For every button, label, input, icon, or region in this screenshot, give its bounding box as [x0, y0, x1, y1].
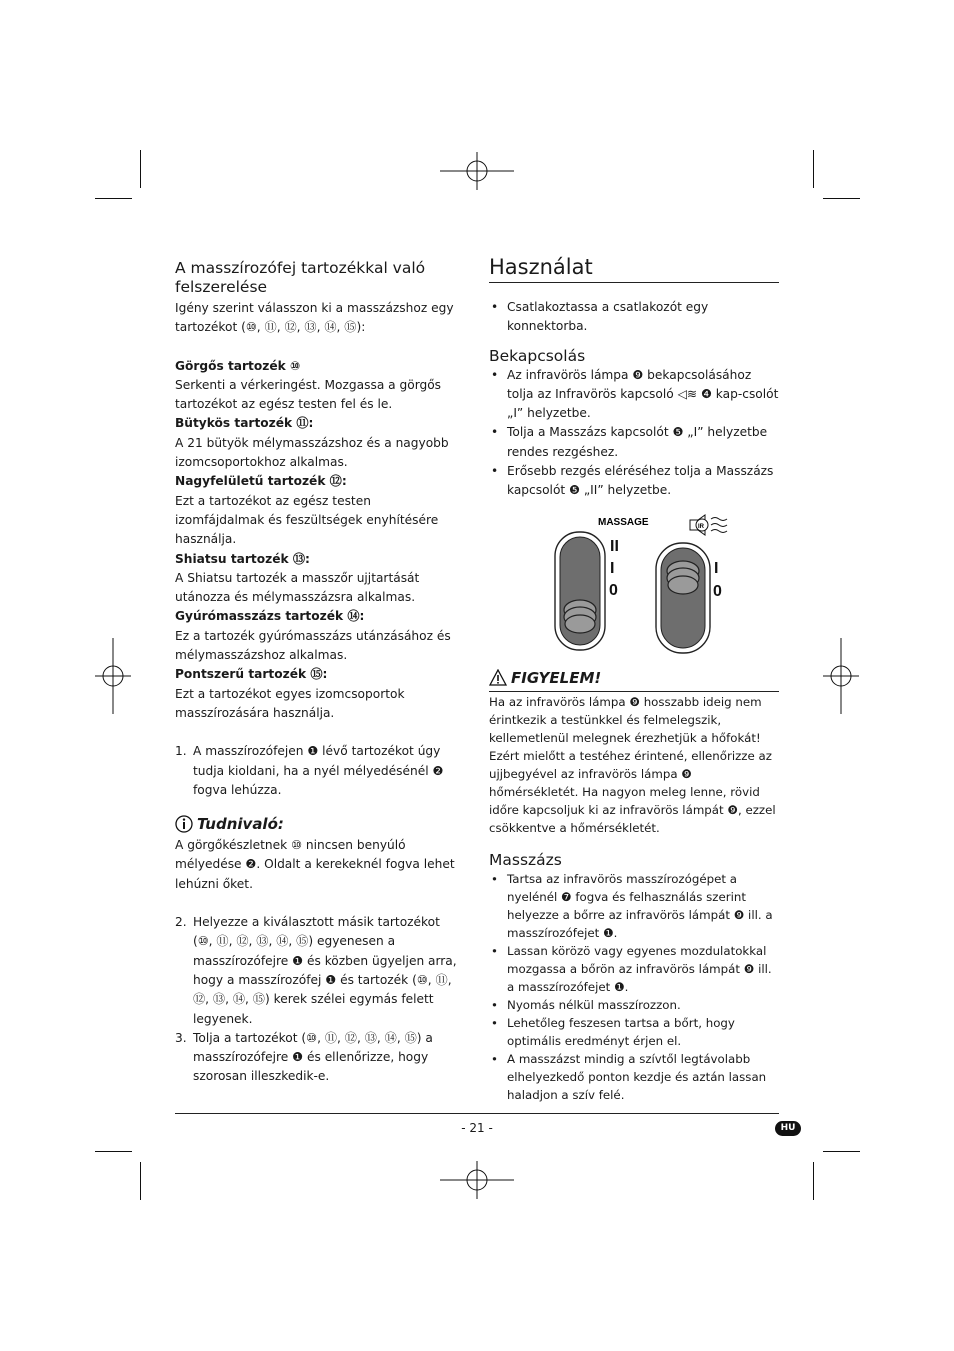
step-2: 2. Helyezze a kiválasztott másik tartozékot (⑩, ⑪, ⑫, ⑬, ⑭, ⑮) egyenesen a masszírozófejre ❶ és közben ügyeljen arra, hogy a masszírozófej ❶ és tartozék (⑩, ⑪, ⑫, ⑬, ⑭, ⑮) kerek szélei egymás felett legyenek.: [175, 913, 460, 1029]
list-item: • Tartsa az infravörös masszírozógépet a nyelénél ❼ fogva és felhasználás szerint helyezze a bőrre az infravörös lámpát ❾ ill. a masszírozófejet ❶.: [491, 871, 773, 940]
accessory-description: A 21 bütyök mélymasszázshoz és a nagyobb izomcsoportokhoz alkalmas.: [175, 435, 449, 470]
accessory-description: Ezt a tartozékot az egész testen izomfájdalmak és feszültségek enyhítésére használja.: [175, 493, 439, 547]
section-heading-masszazs: Masszázs: [489, 850, 562, 869]
svg-text:I: I: [610, 559, 615, 577]
accessory-description: Ezt a tartozékot egyes izomcsoportok masszírozására használja.: [175, 686, 405, 720]
warning-icon: [489, 669, 507, 686]
step-3-text: Tolja a tartozékot (⑩, ⑪, ⑫, ⑬, ⑭, ⑮) a masszírozófejre ❶ és ellenőrizze, hogy szorosan illeszkedik-e.: [193, 1030, 433, 1084]
left-column: [175, 259, 460, 1087]
warning-rule: [489, 691, 779, 692]
section-heading-bekapcsolas: Bekapcsolás: [489, 346, 586, 365]
accessory-description: Serkenti a vérkeringést. Mozgassa a görgős tartozékot az egész testen fel és le.: [175, 377, 442, 412]
accessory-list: [175, 357, 460, 724]
note-text: A görgőkészletnek ⑩ nincsen benyúló mélyedése ❷. Oldalt a kerekeknél fogva lehet lehúzni őket.: [175, 838, 455, 891]
info-icon: [175, 815, 193, 833]
warning-heading: [489, 667, 779, 689]
list-item: • Lehetőleg feszesen tartsa a bőrt, hogy optimális eredményt érjen el.: [491, 1015, 735, 1048]
svg-text:II: II: [610, 537, 619, 555]
list-item: • Erősebb rezgés eléréséhez tolja a Masszázs kapcsolót ❺ „II” helyzetbe.: [491, 464, 774, 498]
accessory-description: A Shiatsu tartozék a masszőr ujjtartását utánozza és mélymasszázsra alkalmas.: [175, 570, 420, 605]
ir-vibration-icon: [690, 515, 727, 535]
language-badge: HU: [775, 1121, 801, 1136]
accessory-title: Bütykös tartozék ⑪:: [175, 416, 314, 431]
step-1-text: A masszírozófejen ❶ lévő tartozékot úgy tudja kioldani, ha a nyél mélyedésénél ❷ fogva lehúzza.: [193, 744, 444, 797]
list-item: • Az infravörös lámpa ❾ bekapcsolásához tolja az Infravörös kapcsoló ◁≋ ❹ kap-csolót „I” helyzetbe.: [491, 367, 779, 421]
list-item: • Lassan körözö vagy egyenes mozdulatokkal mozgassa a bőrön az infravörös lámpát ❾ ill. a masszírozófejet ❶.: [491, 943, 772, 994]
intro-text: Igény szerint válasszon ki a masszázshoz egy tartozékot (⑩, ⑪, ⑫, ⑬, ⑭, ⑮):: [175, 301, 454, 335]
list-item: • Csatlakoztassa a csatlakozót egy konnektorba.: [491, 300, 709, 334]
switch-illustration: [489, 505, 779, 655]
right-column: [489, 254, 779, 1104]
note-title: Tudnivaló:: [197, 815, 284, 834]
accessory-title: Pontszerű tartozék ⑮:: [175, 667, 328, 682]
footer-rule: [175, 1113, 779, 1114]
svg-text:0: 0: [609, 581, 618, 599]
svg-text:0: 0: [713, 582, 722, 600]
accessory-title: Görgős tartozék ⑩: [175, 358, 301, 373]
svg-text:IR: IR: [698, 523, 704, 530]
warning-text: Ha az infravörös lámpa ❾ hosszabb ideig nem érintkezik a testünkkel és felmelegszik, kellemetlenül melegnek érezhetjük a hőfokát! Ezért mielőtt a testéhez érintené, ellenőrizze az ujjbegyével az infravörös lámpa ❾ hőmérsékletét. Ha nagyon meleg lenne, rövid időre kapcsoljuk ki az infravörös lámpát ❾, ezzel csökkentve a hőmérsékletét.: [489, 694, 776, 835]
note-heading: [175, 813, 460, 835]
on-list: [489, 366, 779, 501]
accessory-title: Gyúrómasszázs tartozék ⑭:: [175, 609, 365, 624]
accessory-title: Nagyfelületű tartozék ⑫:: [175, 474, 347, 489]
warning-title: FIGYELEM!: [511, 668, 602, 687]
page-number: - 21 -: [461, 1121, 493, 1135]
page-title: Használat: [489, 255, 593, 279]
list-item: • Tolja a Masszázs kapcsolót ❺ „I” helyzetbe rendes rezgéshez.: [491, 425, 768, 459]
massage-label: MASSAGE: [598, 516, 649, 528]
list-item: • A masszázst mindig a szívtől legtávolabb elhelyezkedő ponton kezdje és aztán lassan haladjon a szív felé.: [491, 1051, 767, 1102]
step-1: 1. A masszírozófejen ❶ lévő tartozékot úgy tudja kioldani, ha a nyél mélyedésénél ❷ fogva lehúzza.: [175, 742, 460, 800]
step-2-text: Helyezze a kiválasztott másik tartozékot (⑩, ⑪, ⑫, ⑬, ⑭, ⑮) egyenesen a masszírozófejre ❶ és közben ügyeljen arra, hogy a masszírozófej ❶ és tartozék (⑩, ⑪, ⑫, ⑬, ⑭, ⑮) kerek szélei egymás felett legyenek.: [193, 915, 457, 1026]
list-item: • Nyomás nélkül masszírozzon.: [491, 997, 681, 1012]
accessory-description: Ez a tartozék gyúrómasszázs utánzásához és mélymasszázshoz alkalmas.: [175, 628, 451, 663]
section-heading: A masszírozófej tartozékkal való felszerelése: [175, 259, 426, 296]
step-3: 3. Tolja a tartozékot (⑩, ⑪, ⑫, ⑬, ⑭, ⑮) a masszírozófejre ❶ és ellenőrizze, hogy szorosan illeszkedik-e.: [175, 1029, 460, 1087]
accessory-title: Shiatsu tartozék ⑬:: [175, 551, 310, 566]
massage-list: [489, 870, 779, 1104]
svg-text:I: I: [714, 559, 719, 577]
